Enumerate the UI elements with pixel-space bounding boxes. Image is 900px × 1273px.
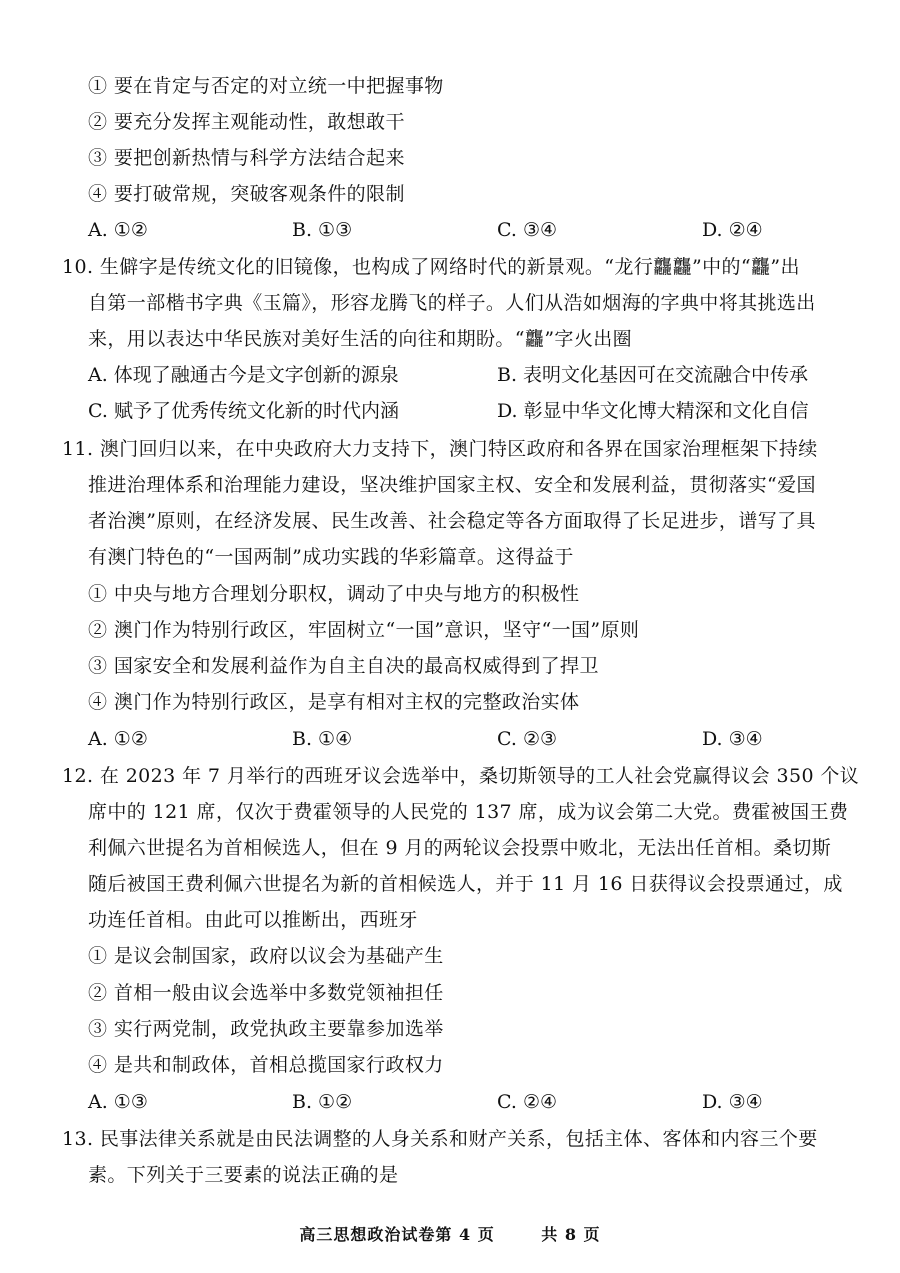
q9-choice-d: D. ②④ — [702, 219, 763, 241]
q9-choice-b: B. ①③ — [292, 219, 353, 241]
q12-item-4: ④ 是共和制政体，首相总揽国家行政权力 — [88, 1054, 444, 1076]
footer-page-number: 高三思想政治试卷第 4 页 — [299, 1225, 495, 1244]
q12-choice-d: D. ③④ — [702, 1091, 763, 1113]
page-footer — [0, 1222, 900, 1245]
q12-choice-c: C. ②④ — [497, 1091, 558, 1113]
q11-choice-a: A. ①② — [88, 728, 148, 750]
q9-item-3: ③ 要把创新热情与科学方法结合起来 — [88, 147, 405, 169]
q11-choice-d: D. ③④ — [702, 728, 763, 750]
q9-item-1: ① 要在肯定与否定的对立统一中把握事物 — [88, 75, 444, 97]
q10-stem-line-3: 来，用以表达中华民族对美好生活的向往和期盼。“龘”字火出圈 — [88, 328, 633, 350]
q9-choice-c: C. ③④ — [497, 219, 558, 241]
q12-stem-line-1: 12. 在 2023 年 7 月举行的西班牙议会选举中，桑切斯领导的工人社会党赢得议会 350 个议 — [62, 765, 860, 787]
q11-stem-line-1: 11. 澳门回归以来，在中央政府大力支持下，澳门特区政府和各界在国家治理框架下持续 — [62, 438, 818, 460]
q10-choice-d: D. 彰显中华文化博大精深和文化自信 — [497, 400, 809, 422]
q12-choice-a: A. ①③ — [88, 1091, 148, 1113]
q10-choice-a: A. 体现了融通古今是文字创新的源泉 — [88, 364, 399, 386]
q11-stem-line-2: 推进治理体系和治理能力建设，坚决维护国家主权、安全和发展利益，贯彻落实“爱国 — [88, 474, 816, 496]
q11-item-1: ① 中央与地方合理划分职权，调动了中央与地方的积极性 — [88, 583, 580, 605]
q12-stem-line-2: 席中的 121 席，仅次于费霍领导的人民党的 137 席，成为议会第二大党。费霍被国王费 — [88, 801, 849, 823]
q13-stem-line-2: 素。下列关于三要素的说法正确的是 — [88, 1164, 399, 1186]
q9-choice-a: A. ①② — [88, 219, 148, 241]
q11-item-3: ③ 国家安全和发展利益作为自主自决的最高权威得到了捍卫 — [88, 655, 599, 677]
q10-choice-c: C. 赋予了优秀传统文化新的时代内涵 — [88, 400, 399, 422]
q12-item-3: ③ 实行两党制，政党执政主要靠参加选举 — [88, 1018, 444, 1040]
q9-item-2: ② 要充分发挥主观能动性，敢想敢干 — [88, 111, 405, 133]
q12-stem-line-5: 功连任首相。由此可以推断出，西班牙 — [88, 909, 418, 931]
q11-stem-line-4: 有澳门特色的“一国两制”成功实践的华彩篇章。这得益于 — [88, 546, 574, 568]
q12-choice-b: B. ①② — [292, 1091, 353, 1113]
q11-choice-c: C. ②③ — [497, 728, 558, 750]
q11-item-4: ④ 澳门作为特别行政区，是享有相对主权的完整政治实体 — [88, 691, 580, 713]
q10-choice-b: B. 表明文化基因可在交流融合中传承 — [497, 364, 809, 386]
q10-stem-line-1: 10. 生僻字是传统文化的旧镜像，也构成了网络时代的新景观。“龙行龘龘”中的“龘”出 — [62, 256, 800, 278]
q12-item-1: ① 是议会制国家，政府以议会为基础产生 — [88, 945, 444, 967]
q12-stem-line-4: 随后被国王费利佩六世提名为新的首相候选人，并于 11 月 16 日获得议会投票通过，成 — [88, 873, 843, 895]
q11-item-2: ② 澳门作为特别行政区，牢固树立“一国”意识，坚守“一国”原则 — [88, 619, 640, 641]
q12-item-2: ② 首相一般由议会选举中多数党领袖担任 — [88, 982, 444, 1004]
footer-total-pages: 共 8 页 — [541, 1225, 601, 1244]
q13-stem-line-1: 13. 民事法律关系就是由民法调整的人身关系和财产关系，包括主体、客体和内容三个要 — [62, 1128, 818, 1150]
q9-item-4: ④ 要打破常规，突破客观条件的限制 — [88, 183, 405, 205]
q12-stem-line-3: 利佩六世提名为首相候选人，但在 9 月的两轮议会投票中败北，无法出任首相。桑切斯 — [88, 837, 832, 859]
q11-stem-line-3: 者治澳”原则，在经济发展、民生改善、社会稳定等各方面取得了长足进步，谱写了具 — [88, 510, 816, 532]
q11-choice-b: B. ①④ — [292, 728, 353, 750]
q10-stem-line-2: 自第一部楷书字典《玉篇》，形容龙腾飞的样子。人们从浩如烟海的字典中将其挑选出 — [88, 292, 816, 314]
